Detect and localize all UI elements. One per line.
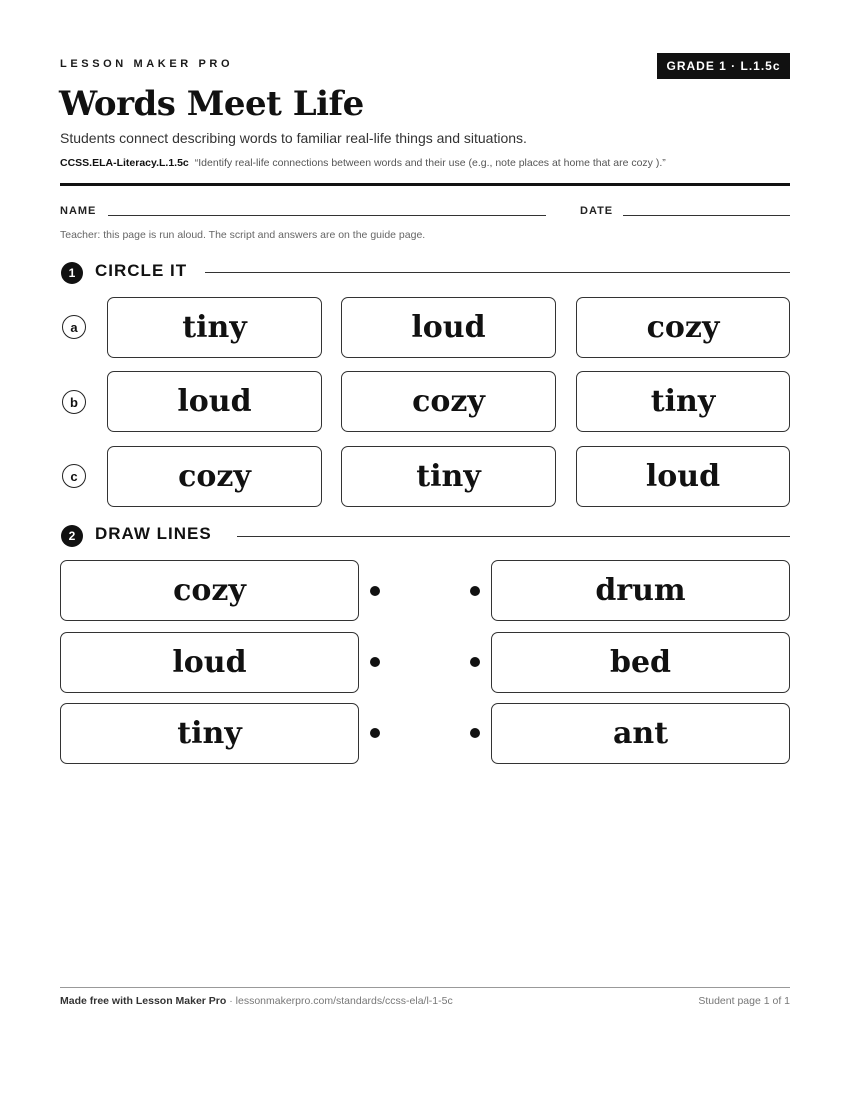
match-right-dot-3[interactable]	[470, 728, 480, 738]
section-2-number: 2	[61, 525, 83, 547]
brand-name: LESSON MAKER PRO	[60, 58, 234, 70]
circle-word-a-1[interactable]: tiny	[107, 297, 322, 358]
circle-word-a-2[interactable]: loud	[341, 297, 556, 358]
date-line[interactable]	[623, 215, 790, 216]
match-left-word-3[interactable]: tiny	[60, 703, 359, 764]
footer-url[interactable]: · lessonmakerpro.com/standards/ccss-ela/l-1-5c	[226, 995, 453, 1007]
name-label: NAME	[60, 205, 97, 217]
header-divider	[60, 183, 790, 186]
page-subtitle: Students connect describing words to familiar real-life things and situations.	[60, 130, 527, 146]
section-1-title: CIRCLE IT	[95, 261, 188, 280]
circle-word-b-2[interactable]: cozy	[341, 371, 556, 432]
match-right-dot-2[interactable]	[470, 657, 480, 667]
standard-code: CCSS.ELA-Literacy.L.1.5c	[60, 157, 189, 169]
circle-word-b-1[interactable]: loud	[107, 371, 322, 432]
row-letter-b: b	[62, 390, 86, 414]
circle-word-c-3[interactable]: loud	[576, 446, 790, 507]
match-right-word-1[interactable]: drum	[491, 560, 790, 621]
grade-badge: GRADE 1 · L.1.5c	[657, 53, 790, 79]
section-2-rule	[237, 536, 790, 537]
section-2-title: DRAW LINES	[95, 524, 212, 543]
footer-divider	[60, 987, 790, 988]
circle-word-b-3[interactable]: tiny	[576, 371, 790, 432]
standard-line	[60, 157, 666, 169]
match-right-dot-1[interactable]	[470, 586, 480, 596]
standard-text: “Identify real-life connections between words and their use (e.g., note places at home that are cozy ).”	[194, 157, 666, 169]
match-left-dot-3[interactable]	[370, 728, 380, 738]
match-left-dot-2[interactable]	[370, 657, 380, 667]
match-left-word-1[interactable]: cozy	[60, 560, 359, 621]
footer-credit	[60, 995, 453, 1007]
section-1-number: 1	[61, 262, 83, 284]
row-letter-c: c	[62, 464, 86, 488]
page-title: Words Meet Life	[59, 84, 364, 124]
section-1-rule	[205, 272, 790, 273]
match-right-word-3[interactable]: ant	[491, 703, 790, 764]
footer-page-number: Student page 1 of 1	[698, 995, 790, 1007]
match-right-word-2[interactable]: bed	[491, 632, 790, 693]
date-label: DATE	[580, 205, 614, 217]
row-letter-a: a	[62, 315, 86, 339]
teacher-note: Teacher: this page is run aloud. The script and answers are on the guide page.	[60, 229, 426, 241]
footer-made-with: Made free with Lesson Maker Pro	[60, 995, 227, 1007]
match-left-word-2[interactable]: loud	[60, 632, 359, 693]
circle-word-a-3[interactable]: cozy	[576, 297, 790, 358]
circle-word-c-2[interactable]: tiny	[341, 446, 556, 507]
name-line[interactable]	[108, 215, 546, 216]
circle-word-c-1[interactable]: cozy	[107, 446, 322, 507]
match-left-dot-1[interactable]	[370, 586, 380, 596]
